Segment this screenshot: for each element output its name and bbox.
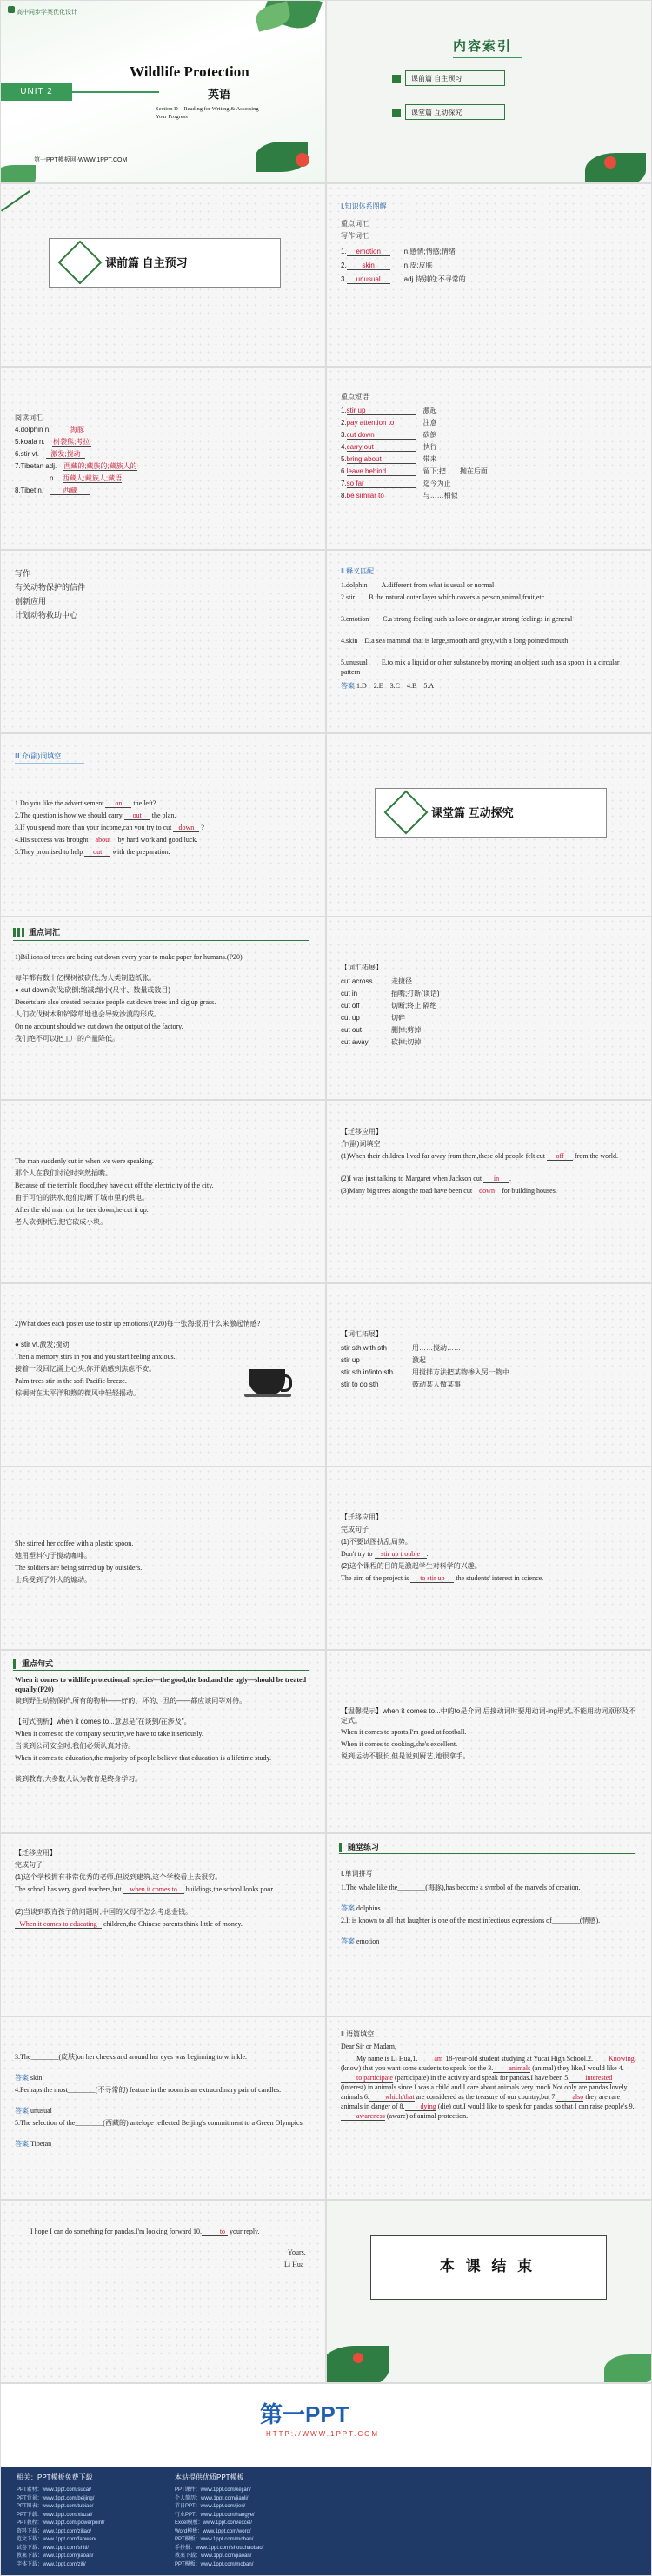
footer-link[interactable]: PPT素材：www.1ppt.com/sucai/ (17, 2487, 92, 2493)
tag-rule (13, 940, 309, 941)
text-line: 由于可怕的洪水,他们切断了城市里的供电。 (15, 1194, 150, 1202)
text-line: When it comes to cooking,she's excellent. (341, 1740, 458, 1748)
answer-line: 答案 Tibetan (15, 2140, 52, 2148)
unit-line (72, 91, 159, 93)
phrase-row: 4.carry out 执行 (341, 443, 437, 451)
phrase-row: 1.stir up 激起 (341, 407, 437, 414)
expand-row: stir to do sth 鼓动某人做某事 (341, 1381, 461, 1388)
text-line: 创新应用 (15, 597, 47, 606)
section-head: 【迁移应用】 (15, 1849, 57, 1857)
fill-item: (1)When their children lived far away from them,these old people felt cut off from the world. (341, 1152, 619, 1160)
slide-cover (1, 1, 325, 182)
vocab-row: 2. skin n.皮;皮肤 (341, 262, 433, 269)
index-title: 内容索引 (453, 39, 513, 54)
text-line: 老人砍倒树后,把它砍成小块。 (15, 1218, 108, 1226)
slide-cut-practice (327, 1101, 651, 1282)
footer-link[interactable]: 节日PPT：www.1ppt.com/jieri/ (175, 2504, 246, 2509)
fill-item: 2.The question is how we should carry out the plan. (15, 811, 176, 819)
text-line: 棕榈树在太平洋和煦的微风中轻轻摇动。 (15, 1389, 140, 1397)
text-line: 接着一段回忆涌上心头,你开始感到焦虑不安。 (15, 1365, 156, 1373)
footer-ad (1, 2384, 651, 2575)
slide-stir-practice (327, 1467, 651, 1649)
expand-row: cut off 切断;终止;隔绝 (341, 1002, 437, 1010)
flower-icon (353, 2353, 363, 2363)
text-line: When it comes to education,the majority of people believe that education is a lifetime study. (15, 1754, 271, 1762)
footer-link[interactable]: PPT课件：www.1ppt.com/kejian/ (175, 2487, 251, 2493)
text-line: 谈到野生动物保护,所有的物种——好的、坏的、丑的——都应该同等对待。 (15, 1697, 247, 1705)
text-line: 人们砍伐树木和铲除草地也会导致沙漠的形成。 (15, 1010, 161, 1018)
leaf-decoration (604, 2354, 651, 2382)
section-head: 【词汇拓展】 (341, 1330, 383, 1338)
text-line: The man suddenly cut in when we were speaking. (15, 1157, 154, 1165)
section-head: Ⅱ.释义匹配 (341, 567, 375, 575)
index-bullet (392, 75, 401, 83)
tag-bar (17, 928, 20, 937)
answer-line: 答案 1.D 2.E 3.C 4.B 5.A (341, 682, 435, 690)
text-line: Palm trees stir in the soft Pacific breeze. (15, 1377, 127, 1385)
text-line: 说到运动不服长,但是说到厨艺,她很拿手。 (341, 1752, 470, 1760)
text-line: 计划动物救助中心 (15, 611, 78, 619)
leaf-decoration (585, 153, 646, 182)
footer-link[interactable]: PPT模板：www.1ppt.com/moban/ (175, 2561, 254, 2567)
slide-keyword-cutdown (1, 917, 325, 1099)
coffee-cup-icon (249, 1369, 285, 1395)
tag-label: 重点词汇 (29, 928, 61, 937)
answer-line: 答案 unusual (15, 2107, 52, 2115)
fill-item: 3.If you spend more than your income,can you try to cut down ? (15, 824, 204, 831)
sub-head: 完成句子 (341, 1526, 369, 1533)
match-item: 5.unusual E.to mix a liquid or other substance by moving an object such as a spoon in a circular pattern (341, 659, 620, 676)
footer-link[interactable]: 字体下载：www.1ppt.com/ziti/ (17, 2561, 86, 2567)
footer-url[interactable]: HTTP://WWW.1PPT.COM (266, 2430, 379, 2438)
phrase-row: 5.bring about 带来 (341, 455, 437, 463)
greeting: Dear Sir or Madam, (341, 2043, 396, 2050)
expand-row: cut across 走捷径 (341, 977, 412, 985)
phrase-row: 6.leave behind 留下;把……抛在后面 (341, 467, 488, 475)
end-label: 本 课 结 束 (439, 2258, 536, 2275)
sub-head: 介(副)词填空 (341, 1140, 381, 1148)
vocab-row: 8.Tibet n. 西藏 (15, 486, 90, 495)
footer-links-col1 (17, 2487, 104, 2569)
flower-icon (604, 156, 616, 169)
fill-item: (2)I was just talking to Margaret when Jackson cut in . (341, 1175, 512, 1182)
expand-row: cut up 切碎 (341, 1014, 405, 1022)
text-line: 【句式剖析】when it comes to...意思是"在谈到/在涉及"。 (15, 1718, 191, 1725)
tip-text: 【温馨提示】when it comes to...中的to是介词,后接动词时要用动词-ing形式,不能用动词原形及不定式。 (341, 1707, 636, 1725)
phrase-row: 7.so far 迄今为止 (341, 480, 451, 487)
exercise-q: 5.The selection of the________(西藏的) antelope reflected Beijing's commitment to a Green Olympics. (15, 2119, 304, 2127)
section-head: 阅读词汇 (15, 414, 43, 421)
footer-links-col2 (175, 2487, 263, 2569)
slide-matching (327, 551, 651, 732)
exercise-q: 1.The whale,like the________(海豚),has become a symbol of the marvels of creation. (341, 1884, 581, 1891)
expand-row: stir up 激起 (341, 1356, 426, 1364)
section-head: Ⅱ.语篇填空 (341, 2030, 375, 2038)
exercise-q: 3.The________(皮肤)on her cheeks and around her eyes was beginning to wrinkle. (15, 2053, 248, 2061)
section-head: 【词汇拓展】 (341, 964, 383, 971)
sign-off: Yours, (288, 2248, 306, 2256)
footer-link[interactable]: 范文下载：www.1ppt.com/fanwen/ (17, 2537, 96, 2542)
tag-rule (339, 1853, 635, 1854)
footer-link[interactable]: 资料下载：www.1ppt.com/ziliao/ (17, 2528, 92, 2534)
text-line: 当谈到公司安全时,我们必须认真对待。 (15, 1742, 136, 1750)
slide-keyword-stir (1, 1284, 325, 1466)
slide-phrases (327, 368, 651, 549)
footer-link[interactable]: PPT下载：www.1ppt.com/xiazai/ (17, 2512, 93, 2518)
text-line: When it comes to the company security,we have to take it seriously. (15, 1730, 203, 1738)
passage-line: I hope I can do something for pandas.I'm looking forward 10. to your reply. (30, 2228, 260, 2235)
exercise-q: 4.Perhaps the most________(不寻常的) feature in the room is an extraordinary pair of candles. (15, 2086, 282, 2094)
accent-line (1, 190, 30, 212)
footer-link[interactable]: 教案下载：www.1ppt.com/jiaoan/ (175, 2553, 252, 2559)
slide-tip (327, 1651, 651, 1832)
text-line: 2)What does each poster use to stir up emotions?(P20)每一张海报用什么来激起情感? (15, 1320, 261, 1328)
slide-prep-fill (1, 734, 325, 916)
slide-sentence-practice (1, 1834, 325, 2016)
text-line: 每年都有数十亿棵树被砍伐,为人类制造纸张。 (15, 974, 156, 982)
slide-passage-end (1, 2201, 325, 2382)
text-line: Deserts are also created because people cut down trees and dig up grass. (15, 998, 216, 1006)
phrase-row: 2.pay attention to 注意 (341, 419, 437, 427)
slide-index (327, 1, 651, 182)
expand-row: cut away 砍掉;切掉 (341, 1038, 422, 1046)
cover-brand: 高中同步学案优化设计 (17, 10, 77, 16)
sub-head: 完成句子 (15, 1861, 43, 1869)
passage-body: My name is Li Hua,1. am 18-year-old student studying at Yucai High School.2. Knowing (know) that you want some students to speak for the 3. animals (animal) they like,I would like 4.to participate (participate) in the activity and speak for pandas.I have been 5. interested (interest) in animals since I was a child and I care about animals very much.Not only are pandas lovely animals 6. which/that are considered as the treasure of our country,but 7. also they are rare animals in danger of 8. dying (die) out.I would like to speak for pandas so that I can raise people's 9.awareness (aware) of animal protection. (341, 2055, 635, 2120)
text-line: (1)不要试图扰乱局势。 (341, 1538, 412, 1546)
text-line: 谈到教育,大多数人认为教育是终身学习。 (15, 1775, 143, 1783)
slide-passage-fill (327, 2017, 651, 2199)
tag-bar (22, 928, 24, 937)
text-line: 她用塑料勺子搅动咖啡。 (15, 1552, 91, 1560)
expand-row: cut out 删掉;剪掉 (341, 1026, 422, 1034)
slide-vocab-2 (1, 368, 325, 549)
text-line: ● stir vt.激发;搅动 (15, 1341, 70, 1348)
sub-head: 写作词汇 (341, 232, 369, 240)
text-line: When it comes to wildlife protection,all species—the good,the bad,and the ugly—should be treated equally.(P20) (15, 1676, 307, 1693)
footer-link[interactable]: Excel模板：www.1ppt.com/excel/ (175, 2520, 253, 2526)
fill-item: Don't try to stir up trouble . (341, 1550, 429, 1558)
footer-link[interactable]: 行业PPT：www.1ppt.com/hangye/ (175, 2512, 255, 2518)
fill-item: 4.His success was brought about by hard work and good luck. (15, 836, 198, 844)
head-rule (15, 763, 84, 764)
footer-link[interactable]: PPT模板：www.1ppt.com/moban/ (175, 2537, 254, 2542)
section-head: Ⅲ.介(副)词填空 (15, 752, 62, 760)
slide-cut-examples (1, 1101, 325, 1282)
leaf-decoration (327, 2346, 389, 2382)
text-line: 有关动物保护的信件 (15, 583, 86, 592)
fill-item: The school has very good teachers,but when it comes to buildings,the school looks poor. (15, 1885, 275, 1893)
flower-icon (296, 153, 309, 167)
tag-bar (13, 1659, 16, 1669)
slide-stir-examples (1, 1467, 325, 1649)
footer-link[interactable]: PPT教程：www.1ppt.com/powerpoint/ (17, 2520, 105, 2526)
signature: Li Hua (284, 2261, 304, 2268)
text-line: On no account should we cut down the output of the factory. (15, 1023, 183, 1030)
slide-section-classroom (327, 734, 651, 916)
text-line: Then a memory stirs in you and you start feeling anxious. (15, 1353, 176, 1361)
text-line: The soldiers are being stirred up by outsiders. (15, 1564, 143, 1572)
footer-link[interactable]: PPT图表：www.1ppt.com/tubiao/ (17, 2504, 94, 2509)
tag-rule (13, 1670, 309, 1671)
expand-row: stir sth in/into sth 用搅拌方法把某物掺入另一物中 (341, 1368, 509, 1376)
match-item: 3.emotion C.a strong feeling such as love or anger,or strong feelings in general (341, 615, 573, 623)
index-item-preview[interactable]: 课前篇 自主预习 (405, 70, 505, 86)
tag-bar (339, 1843, 342, 1852)
cup-handle-icon (281, 1374, 292, 1392)
slide-cut-expand (327, 917, 651, 1099)
fill-item: (3)Many big trees along the road have been cut down for building houses. (341, 1187, 557, 1195)
vocab-row: 7.Tibetan adj. 西藏的;藏族的;藏族人的 (15, 462, 137, 470)
cover-section: Section D Reading for Writing & Assessing Your Progress (156, 106, 259, 120)
match-item: 4.skin D.a sea mammal that is large,smooth and grey,with a long pointed mouth (341, 637, 569, 645)
answer-line: 答案 dolphins (341, 1904, 381, 1912)
footer-link[interactable]: Word模板：www.1ppt.com/word/ (175, 2528, 251, 2534)
cover-subject: 英语 (208, 88, 231, 101)
match-item: 1.dolphin A.different from what is usual or normal (341, 581, 495, 589)
match-item: 2.stir B.the natural outer layer which covers a person,animal,fruit,etc. (341, 593, 547, 601)
slide-writing-vocab (1, 551, 325, 732)
footer-link[interactable]: PPT背景：www.1ppt.com/beijing/ (17, 2495, 95, 2501)
section-label: 课前篇 自主预习 (105, 256, 188, 269)
section-head: 重点短语 (341, 393, 369, 401)
fill-item: The aim of the project is to stir up the students' interest in science. (341, 1574, 544, 1582)
tag-label: 随堂练习 (348, 1843, 380, 1851)
fill-item: 1.Do you like the advertisement on the left? (15, 799, 156, 807)
text-line: ● cut down砍伐;砍倒;缩减;缩小(尺寸、数量或数目) (15, 986, 171, 994)
slide-section-preview (1, 184, 325, 366)
sub-head: 重点词汇 (341, 220, 369, 228)
text-line: Because of the terrible flood,they have cut off the electricity of the city. (15, 1182, 214, 1189)
section-head: 【迁移应用】 (341, 1513, 383, 1521)
phrase-row: 3.cut down 砍倒 (341, 431, 437, 439)
slide-stir-expand (327, 1284, 651, 1466)
slide-exercise-1 (327, 1834, 651, 2016)
fill-item: When it comes to educating children,the Chinese parents think little of money. (15, 1919, 310, 1929)
text-line: When it comes to sports,I'm good at football. (341, 1728, 467, 1736)
vocab-row: 5.koala n. 树袋熊;考拉 (15, 438, 90, 446)
vocab-row: 3. unusual adj.特别的;不寻常的 (341, 275, 466, 283)
text-line: 我们绝不可以把工厂的产量降低。 (15, 1035, 119, 1043)
leaf-decoration (1, 165, 36, 182)
footer-logo: 第一PPT (260, 2401, 349, 2427)
answer-line: 答案 emotion (341, 1937, 380, 1945)
slide-exercise-2 (1, 2017, 325, 2199)
section-head: 【迁移应用】 (341, 1128, 383, 1136)
text-line: 1)Billions of trees are being cut down every year to make paper for humans.(P20) (15, 953, 243, 961)
text-line: After the old man cut the tree down,he cut it up. (15, 1206, 149, 1214)
vocab-row: 4.dolphin n. 海豚 (15, 425, 96, 434)
footer-col2-title: 本站提供优质PPT模板 (175, 2473, 244, 2481)
text-line: 士兵受到了外人的煽动。 (15, 1576, 91, 1584)
brand-icon (8, 6, 15, 13)
phrase-row: 8.be similar to 与……相似 (341, 492, 458, 500)
fill-item: 5.They promised to help out with the preparation. (15, 848, 170, 856)
footer-link[interactable]: 试卷下载：www.1ppt.com/shiti/ (17, 2545, 90, 2551)
footer-link[interactable]: 教案下载：www.1ppt.com/jiaoan/ (17, 2553, 94, 2559)
section-label: 课堂篇 互动探究 (431, 806, 514, 819)
text-line: 那个人在我们讨论时突然插嘴。 (15, 1169, 112, 1177)
vocab-row: 1. emotion n.感情;情感;情绪 (341, 248, 456, 255)
slide-end (327, 2201, 651, 2382)
vocab-row: n. 西藏人;藏族人;藏语 (50, 474, 123, 482)
saucer-icon (244, 1394, 291, 1397)
index-item-classroom[interactable]: 课堂篇 互动探究 (405, 104, 505, 120)
slide-vocab-1 (327, 184, 651, 366)
slide-key-sentence (1, 1651, 325, 1832)
text-line: 写作 (15, 569, 31, 578)
expand-row: stir sth with sth 用……搅动…… (341, 1344, 461, 1352)
section-head: Ⅰ.知识体系图解 (341, 202, 387, 210)
unit-badge: UNIT 2 (1, 83, 72, 101)
text-line: (2)这个课程的目的是激起学生对科学的兴趣。 (341, 1562, 482, 1570)
footer-link[interactable]: 手抄报：www.1ppt.com/shouchaobao/ (175, 2545, 264, 2551)
cover-site: 第一PPT模板网-WWW.1PPT.COM (34, 157, 128, 163)
index-bullet (392, 109, 401, 117)
expand-row: cut in 插嘴;打断(谈话) (341, 990, 440, 997)
exercise-q: 2.It is known to all that laughter is one of the most infectious expressions of________(情感). (341, 1917, 601, 1924)
footer-link[interactable]: 个人简历：www.1ppt.com/jianli/ (175, 2495, 249, 2501)
footer-col1-title: 相关：PPT模板免费下载 (17, 2473, 93, 2481)
cover-title: Wildlife Protection (130, 63, 249, 80)
tag-label: 重点句式 (22, 1659, 54, 1668)
text-line: She stirred her coffee with a plastic spoon. (15, 1540, 134, 1547)
text-line: (1)这个学校拥有非常优秀的老师,但说到建筑,这个学校看上去很穷。 (15, 1873, 223, 1881)
text-line: (2)当谈到教育孩子的问题时,中国的父母不怎么考虑金钱。 (15, 1908, 192, 1916)
answer-line: 答案 skin (15, 2074, 43, 2082)
vocab-row: 6.stir vt. 激发;搅动 (15, 449, 85, 459)
footer-panel (1, 2467, 651, 2575)
index-title-rule (453, 57, 522, 58)
tag-bar (13, 928, 16, 937)
section-head: Ⅰ.单词拼写 (341, 1870, 373, 1877)
